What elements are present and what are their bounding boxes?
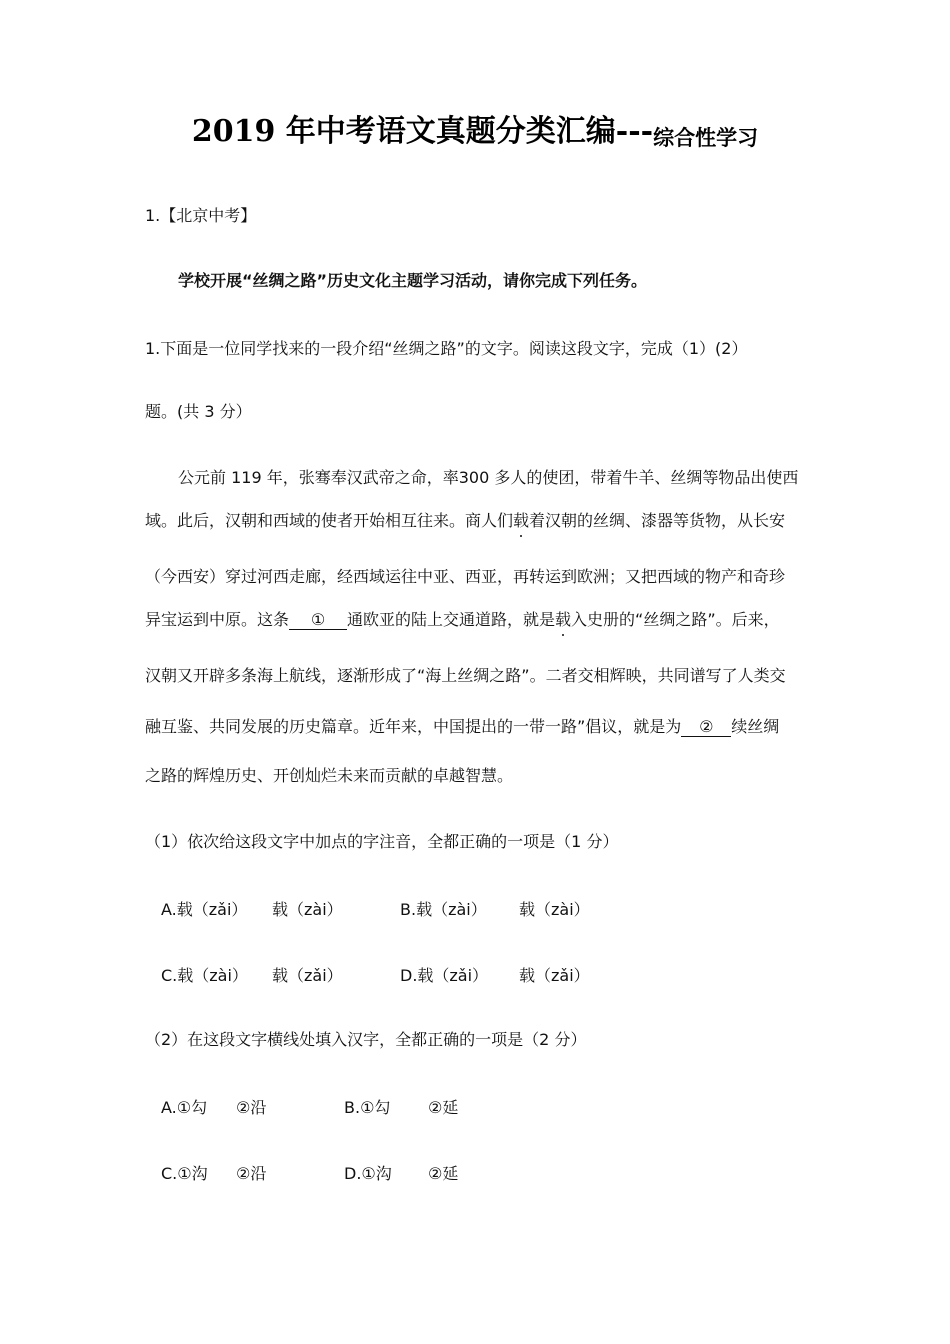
option-A-first: A.载（zǎi） xyxy=(161,900,248,919)
dotted-char-2: 载 xyxy=(555,610,572,629)
passage-line-7: 之路的辉煌历史、开创灿烂未来而贡献的卓越智慧。 xyxy=(145,766,514,785)
subquestion-2-prompt: （2）在这段文字横线处填入汉字，全都正确的一项是（2 分） xyxy=(145,1030,587,1049)
option2-C-first: C.①沟 xyxy=(161,1164,208,1183)
passage-line-1: 公元前 119 年，张骞奉汉武帝之命，率300 多人的使团，带着牛羊、丝绸等物品出使西 xyxy=(178,468,799,487)
option2-C-second: ②沿 xyxy=(236,1164,267,1183)
passage-line-4-middle: 通欧亚的陆上交通道路，就是 xyxy=(347,610,556,629)
blank-1: ① xyxy=(289,611,347,630)
subquestion-1-prompt: （1）依次给这段文字中加点的字注音，全都正确的一项是（1 分） xyxy=(145,832,619,851)
passage-line-6-end: 续丝绸 xyxy=(731,717,780,736)
passage-line-2-start: 域。此后，汉朝和西域的使者开始相互往来。商人们 xyxy=(145,511,514,530)
option2-A-first: A.①勾 xyxy=(161,1098,208,1117)
option2-B-first: B.①勾 xyxy=(344,1098,391,1117)
option2-D-second: ②延 xyxy=(428,1164,459,1183)
passage-line-2-end: 着汉朝的丝绸、漆器等货物，从长安 xyxy=(529,511,786,530)
option-C-first: C.载（zài） xyxy=(161,966,248,985)
option-D-second: 载（zǎi） xyxy=(519,966,590,985)
option-C-second: 载（zǎi） xyxy=(272,966,343,985)
option2-B-second: ②延 xyxy=(428,1098,459,1117)
dotted-char-1: 载 xyxy=(513,511,530,530)
title-main: 2019 年中考语文真题分类汇编--- xyxy=(191,114,654,149)
option2-A-second: ②沿 xyxy=(236,1098,267,1117)
passage-line-4 xyxy=(145,609,780,631)
passage-line-4-start: 异宝运到中原。这条 xyxy=(145,610,290,629)
option2-D-first: D.①沟 xyxy=(344,1164,392,1183)
passage-line-6 xyxy=(145,716,779,738)
question-intro: 学校开展“丝绸之路”历史文化主题学习活动，请你完成下列任务。 xyxy=(178,271,648,290)
option-D-first: D.载（zǎi） xyxy=(400,966,489,985)
option-A-second: 载（zài） xyxy=(272,900,343,919)
passage-line-6-start: 融互鉴、共同发展的历史篇章。近年来，中国提出的一带一路”倡议，就是为 xyxy=(145,717,682,736)
task-line-1: 1.下面是一位同学找来的一段介绍“丝绸之路”的文字。阅读这段文字，完成（1）(2） xyxy=(145,339,748,358)
passage-line-2 xyxy=(145,510,785,532)
blank-2: ② xyxy=(681,718,731,737)
passage-line-5: 汉朝又开辟多条海上航线，逐渐形成了“海上丝绸之路”。二者交相辉映，共同谱写了人类交 xyxy=(145,666,786,685)
option-B-first: B.载（zài） xyxy=(400,900,487,919)
passage-line-3: （今西安）穿过河西走廊，经西域运往中亚、西亚，再转运到欧洲；又把西域的物产和奇珍 xyxy=(145,567,786,586)
option-B-second: 载（zài） xyxy=(519,900,590,919)
question-number: 1.【北京中考】 xyxy=(145,206,257,225)
document-title xyxy=(0,106,950,150)
title-subtitle: 综合性学习 xyxy=(653,125,759,150)
passage-line-4-end: 入史册的“丝绸之路”。后来， xyxy=(571,610,780,629)
task-line-2: 题。(共 3 分） xyxy=(145,402,252,421)
